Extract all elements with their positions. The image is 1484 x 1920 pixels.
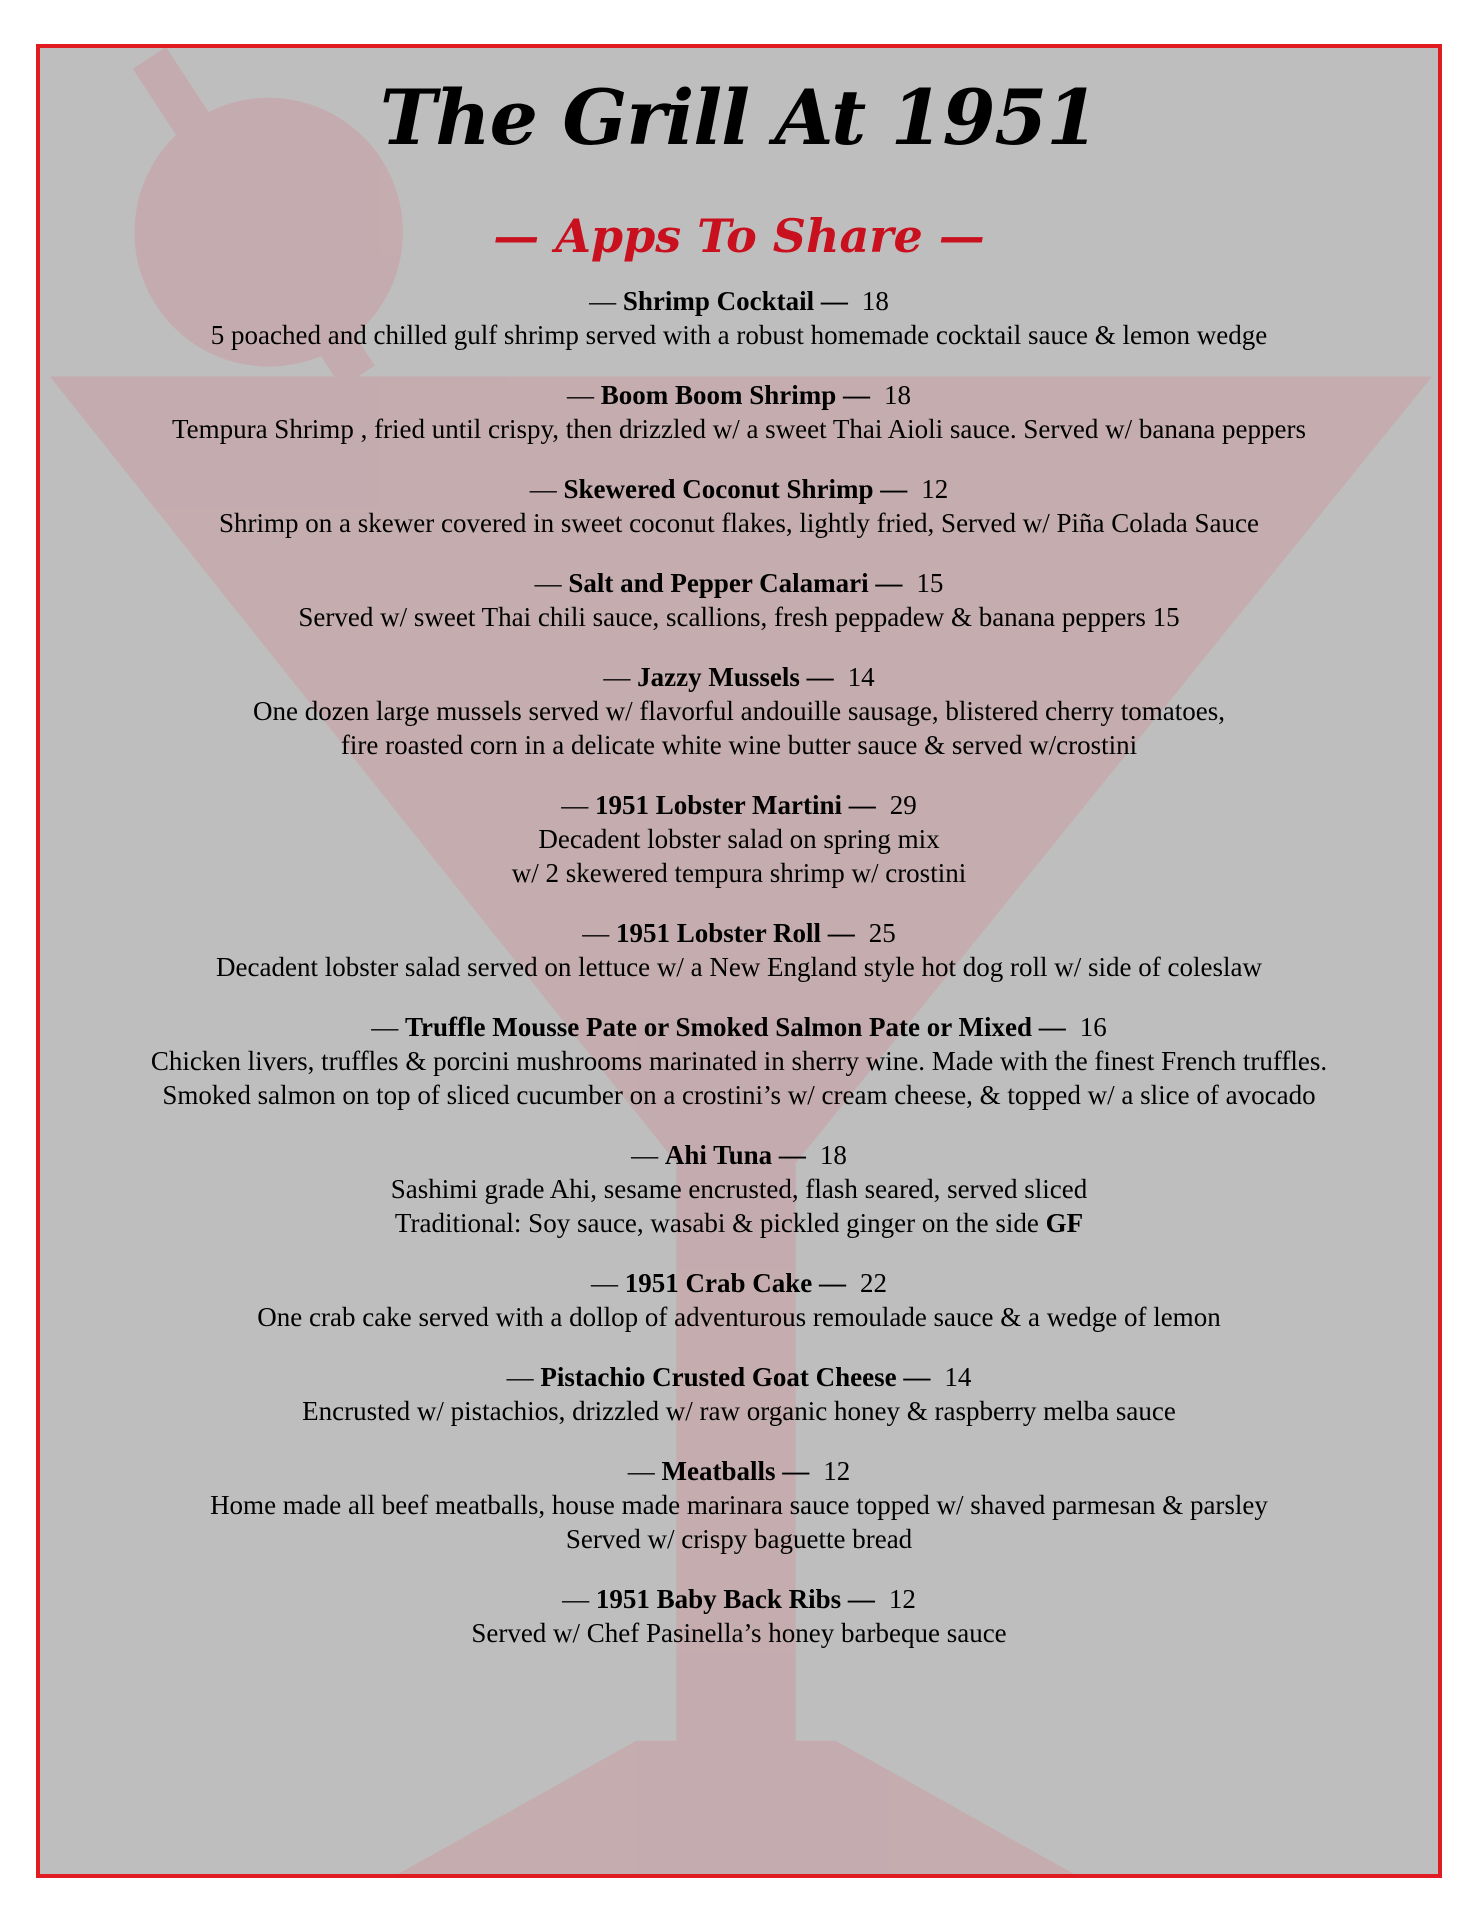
menu-item-name: Shrimp Cocktail	[622, 285, 815, 316]
menu-item-description	[40, 412, 1438, 446]
dash-separator: —	[591, 1267, 625, 1298]
dash-separator: —	[371, 1011, 406, 1042]
menu-item-header	[40, 472, 1438, 506]
menu-item-description	[40, 1300, 1438, 1334]
menu-item-description	[40, 1044, 1438, 1078]
menu-item-price: 15	[916, 567, 944, 598]
description-text: w/ 2 skewered tempura shrimp w/ crostini	[511, 857, 967, 888]
menu-item-description	[40, 856, 1438, 890]
menu-item-price: 14	[847, 661, 875, 692]
menu-item-description	[40, 600, 1438, 634]
dash-separator: —	[582, 917, 616, 948]
menu-item-description	[40, 1172, 1438, 1206]
menu-item-description	[40, 950, 1438, 984]
dash-separator: —	[896, 1361, 931, 1392]
dash-separator: —	[631, 1139, 665, 1170]
menu-item-name: 1951 Lobster Roll	[615, 917, 821, 948]
menu-item-name: Jazzy Mussels	[637, 661, 800, 692]
dash-separator: —	[873, 473, 908, 504]
menu-item-name: Salt and Pepper Calamari	[568, 567, 869, 598]
menu-item-name: Pistachio Crusted Goat Cheese	[540, 1361, 897, 1392]
menu-item-name: 1951 Baby Back Ribs	[595, 1583, 842, 1614]
menu-item-header	[40, 916, 1438, 950]
menu-item-price: 22	[860, 1267, 887, 1298]
menu-item-price: 12	[921, 473, 949, 504]
menu-item	[40, 788, 1438, 890]
menu-item-price: 29	[889, 789, 917, 820]
menu-item-header	[40, 1582, 1438, 1616]
menu-item-description	[40, 694, 1438, 728]
menu-item-list	[40, 284, 1438, 1650]
dash-separator: —	[836, 379, 871, 410]
menu-item	[40, 566, 1438, 634]
menu-item-name: Meatballs	[661, 1455, 776, 1486]
description-text: Traditional: Soy sauce, wasabi & pickled ginger on the side	[394, 1207, 1039, 1238]
description-text: One crab cake served with a dollop of adventurous remoulade sauce & a wedge of lemon	[257, 1301, 1221, 1332]
menu-item	[40, 916, 1438, 984]
menu-item-price: 18	[819, 1139, 847, 1170]
menu-item	[40, 1010, 1438, 1112]
menu-item-name: Skewered Coconut Shrimp	[563, 473, 874, 504]
menu-item-name: 1951 Lobster Martini	[595, 789, 842, 820]
menu-item-description	[40, 318, 1438, 352]
menu-item-header	[40, 1360, 1438, 1394]
description-text: Shrimp on a skewer covered in sweet coconut flakes, lightly fried, Served w/ Piña Colada Sauce	[219, 507, 1259, 538]
dash-separator: —	[1031, 1011, 1066, 1042]
menu-item	[40, 378, 1438, 446]
description-text: 5 poached and chilled gulf shrimp served with a robust homemade cocktail sauce & lemon wedge	[210, 319, 1268, 350]
dash-separator: —	[812, 1267, 846, 1298]
description-text: Home made all beef meatballs, house made marinara sauce topped w/ shaved parmesan & parsley	[210, 1489, 1268, 1520]
gluten-free-tag: GF	[1045, 1207, 1084, 1238]
menu-item	[40, 660, 1438, 762]
menu-content	[40, 48, 1438, 1650]
menu-item-price: 12	[888, 1583, 916, 1614]
dash-separator: —	[562, 1583, 596, 1614]
menu-item-description	[40, 822, 1438, 856]
restaurant-title: The Grill At 1951	[379, 73, 1099, 162]
menu-item	[40, 1582, 1438, 1650]
menu-item-description	[40, 1206, 1438, 1240]
description-text: One dozen large mussels served w/ flavorful andouille sausage, blistered cherry tomatoes,	[253, 695, 1225, 726]
description-text: Served w/ sweet Thai chili sauce, scallions, fresh peppadew & banana peppers 15	[298, 601, 1180, 632]
dash-separator: —	[529, 473, 564, 504]
menu-item-description	[40, 506, 1438, 540]
dash-separator: —	[566, 379, 601, 410]
dash-separator: —	[841, 789, 876, 820]
menu-item-description	[40, 1394, 1438, 1428]
menu-item-price: 12	[823, 1455, 851, 1486]
menu-page	[36, 44, 1442, 1878]
menu-item-name: 1951 Crab Cake	[624, 1267, 813, 1298]
menu-item	[40, 1454, 1438, 1556]
dash-separator: —	[841, 1583, 875, 1614]
menu-item-price: 18	[861, 285, 889, 316]
menu-item-header	[40, 566, 1438, 600]
dash-separator: —	[821, 917, 855, 948]
dash-separator: —	[506, 1361, 541, 1392]
menu-item-description	[40, 1616, 1438, 1650]
menu-item-name: Boom Boom Shrimp	[600, 379, 837, 410]
menu-item-description	[40, 728, 1438, 762]
menu-item-price: 14	[944, 1361, 972, 1392]
menu-item-header	[40, 1454, 1438, 1488]
description-text: fire roasted corn in a delicate white wine butter sauce & served w/crostini	[340, 729, 1138, 760]
menu-item-description	[40, 1522, 1438, 1556]
dash-separator: —	[868, 567, 903, 598]
description-text: Chicken livers, truffles & porcini mushrooms marinated in sherry wine. Made with the finest French truffles.	[150, 1045, 1328, 1076]
menu-item-price: 25	[868, 917, 896, 948]
description-text: Served w/ crispy baguette bread	[565, 1523, 913, 1554]
dash-separator: —	[589, 285, 623, 316]
dash-separator: —	[799, 661, 834, 692]
menu-item-price: 18	[884, 379, 912, 410]
description-text: Sashimi grade Ahi, sesame encrusted, flash seared, served sliced	[390, 1173, 1088, 1204]
menu-item	[40, 1138, 1438, 1240]
dash-separator: —	[603, 661, 638, 692]
description-text: Encrusted w/ pistachios, drizzled w/ raw organic honey & raspberry melba sauce	[302, 1395, 1176, 1426]
menu-item	[40, 472, 1438, 540]
dash-separator: —	[627, 1455, 662, 1486]
menu-item-header	[40, 1138, 1438, 1172]
dash-separator: —	[561, 789, 595, 820]
description-text: Decadent lobster salad on spring mix	[538, 823, 940, 854]
menu-item	[40, 1360, 1438, 1428]
menu-item	[40, 1266, 1438, 1334]
description-text: Smoked salmon on top of sliced cucumber on a crostini’s w/ cream cheese, & topped w/ a slice of avocado	[162, 1079, 1316, 1110]
dash-separator: —	[775, 1455, 810, 1486]
menu-item	[40, 284, 1438, 352]
dash-separator: —	[772, 1139, 806, 1170]
description-text: Served w/ Chef Pasinella’s honey barbeque sauce	[471, 1617, 1007, 1648]
menu-item-price: 16	[1079, 1011, 1107, 1042]
menu-item-header	[40, 1010, 1438, 1044]
menu-item-header	[40, 284, 1438, 318]
description-text: Tempura Shrimp , fried until crispy, then drizzled w/ a sweet Thai Aioli sauce. Served w/ banana peppers	[171, 413, 1307, 444]
menu-item-name: Ahi Tuna	[664, 1139, 773, 1170]
dash-separator: —	[814, 285, 848, 316]
dash-separator: —	[534, 567, 569, 598]
section-title: — Apps To Share —	[493, 209, 985, 264]
menu-item-header	[40, 788, 1438, 822]
menu-item-header	[40, 660, 1438, 694]
description-text: Decadent lobster salad served on lettuce w/ a New England style hot dog roll w/ side of coleslaw	[216, 951, 1262, 982]
menu-item-name: Truffle Mousse Pate or Smoked Salmon Pate or Mixed	[405, 1011, 1032, 1042]
menu-item-header	[40, 378, 1438, 412]
menu-item-description	[40, 1488, 1438, 1522]
menu-item-description	[40, 1078, 1438, 1112]
menu-item-header	[40, 1266, 1438, 1300]
